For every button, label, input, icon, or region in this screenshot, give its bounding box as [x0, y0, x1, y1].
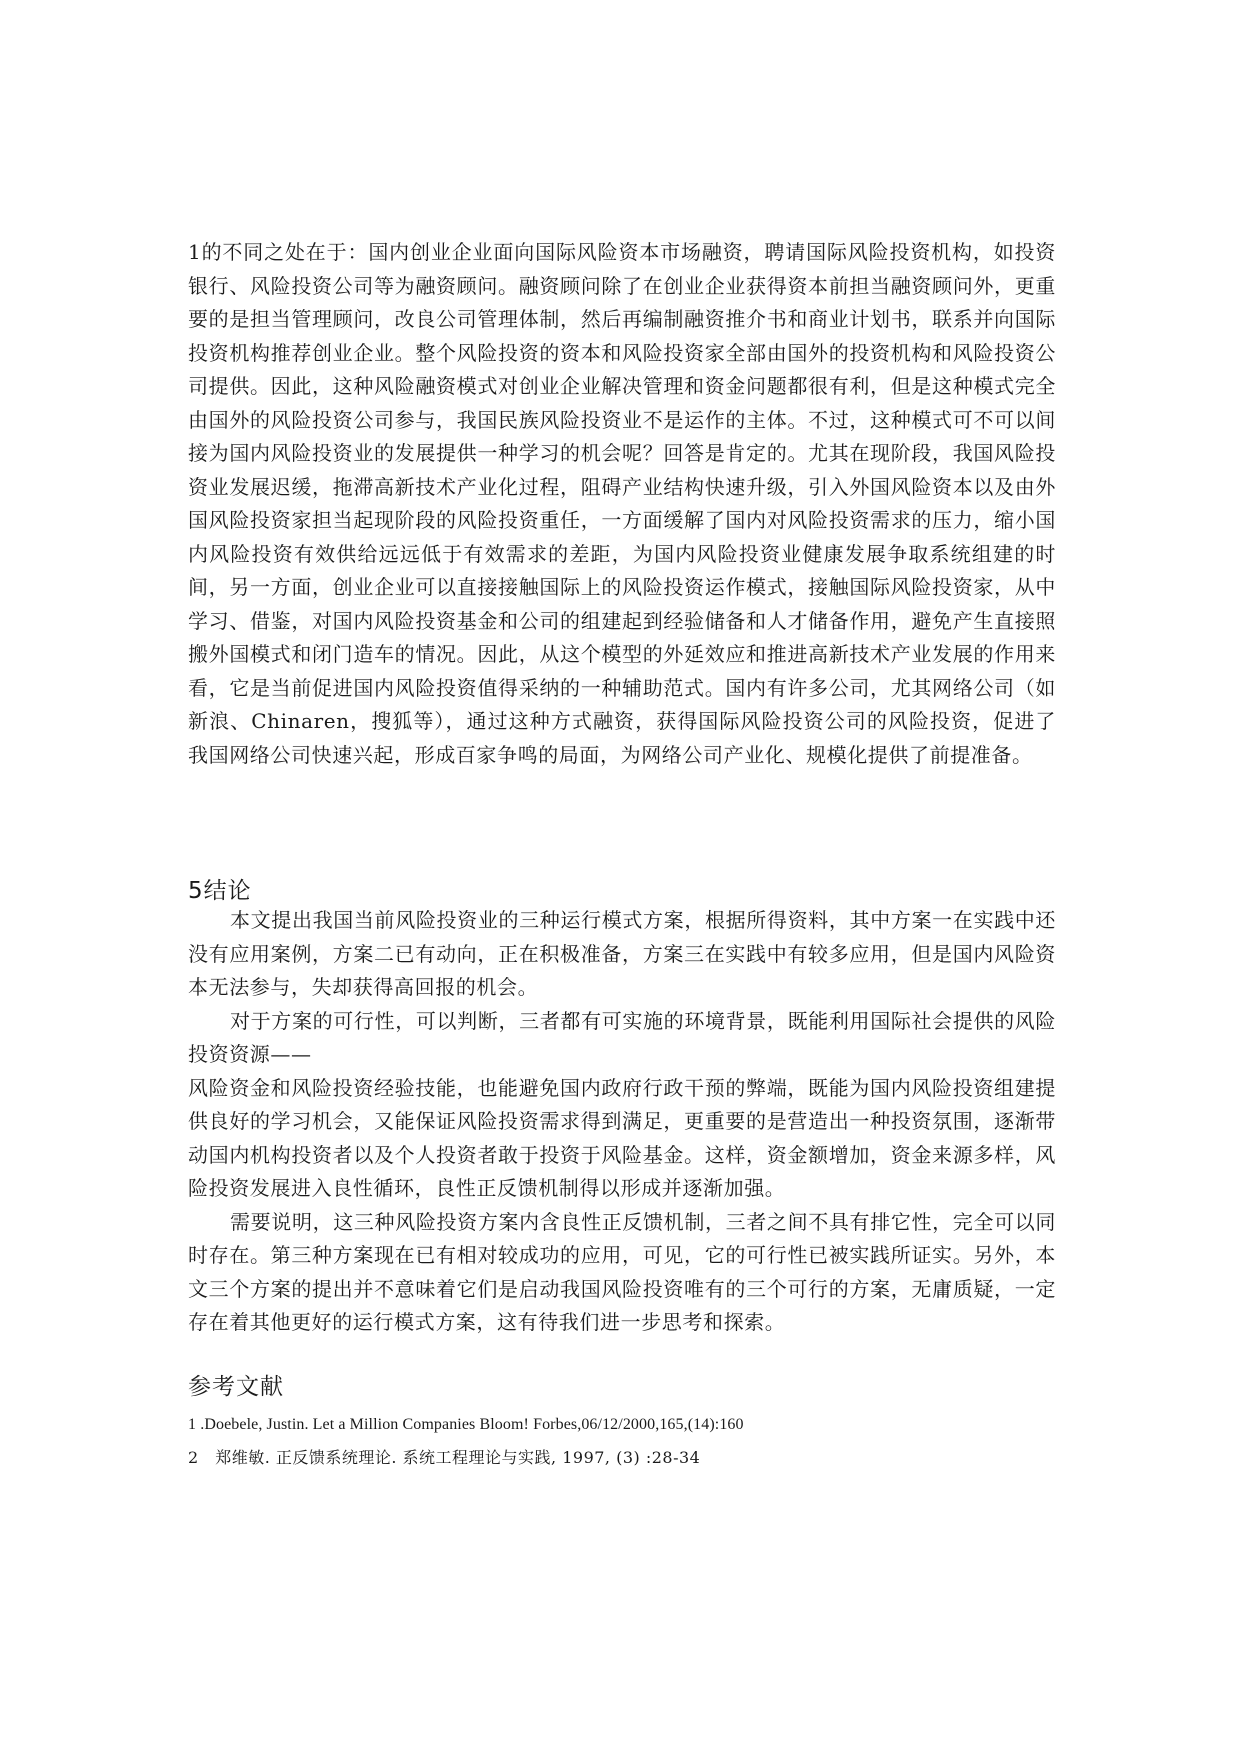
conclusion-paragraph-2b: 风险资金和风险投资经验技能，也能避免国内政府行政干预的弊端，既能为国内风险投资组建提供良好的学习机会，又能保证风险投资需求得到满足，更重要的是营造出一种投资氛围，逐渐带动国内机构投资者以及个人投资者敢于投资于风险基金。这样，资金额增加，资金来源多样，风险投资发展进入良性循环，良性正反馈机制得以形成并逐渐加强。	[188, 1075, 1056, 1200]
conclusion-paragraph-1: 本文提出我国当前风险投资业的三种运行模式方案，根据所得资料，其中方案一在实践中还没有应用案例，方案二已有动向，正在积极准备，方案三在实践中有较多应用，但是国内风险资本无法参与，失却获得高回报的机会。	[188, 908, 1056, 999]
reference-text: Doebele, Justin. Let a Million Companies Bloom! Forbes,06/12/2000,165,(14):160	[204, 1416, 744, 1433]
body-paragraph: 1的不同之处在于：国内创业企业面向国际风险资本市场融资，聘请国际风险投资机构，如投资银行、风险投资公司等为融资顾问。融资顾问除了在创业企业获得资本前担当融资顾问外，更重要的是担当管理顾问，改良公司管理体制，然后再编制融资推介书和商业计划书，联系并向国际投资机构推荐创业企业。整个风险投资的资本和风险投资家全部由国外的投资机构和风险投资公司提供。因此，这种风险融资模式对创业企业解决管理和资金问题都很有利，但是这种模式完全由国外的风险投资公司参与，我国民族风险投资业不是运作的主体。不过，这种模式可不可以间接为国内风险投资业的发展提供一种学习的机会呢？回答是肯定的。尤其在现阶段，我国风险投资业发展迟缓，拖滞高新技术产业化过程，阻碍产业结构快速升级，引入外国风险资本以及由外国风险投资家担当起现阶段的风险投资重任，一方面缓解了国内对风险投资需求的压力，缩小国内风险投资有效供给远远低于有效需求的差距，为国内风险投资业健康发展争取系统组建的时间，另一方面，创业企业可以直接接触国际上的风险投资运作模式，接触国际风险投资家，从中学习、借鉴，对国内风险投资基金和公司的组建起到经验储备和人才储备作用，避免产生直接照搬外国模式和闭门造车的情况。因此，从这个模型的外延效应和推进高新技术产业发展的作用来看，它是当前促进国内风险投资值得采纳的一种辅助范式。国内有许多公司，尤其网络公司（如新浪、Chinaren，搜狐等），通过这种方式融资，获得国际风险投资公司的风险投资，促进了我国网络公司快速兴起，形成百家争鸣的局面，为网络公司产业化、规模化提供了前提准备。	[188, 240, 1056, 767]
conclusion-paragraph-2a: 对于方案的可行性，可以判断，三者都有可实施的环境背景，既能利用国际社会提供的风险投资资源——	[188, 1008, 1056, 1066]
reference-item-2	[188, 1441, 1068, 1474]
body-section	[188, 236, 1056, 772]
references-list	[188, 1408, 1068, 1474]
reference-number: 2	[188, 1448, 216, 1467]
reference-item-1	[188, 1408, 1068, 1441]
references-heading: 参考文献	[188, 1374, 284, 1400]
conclusion-heading: 5结论	[188, 878, 252, 904]
conclusion-paragraph-3: 需要说明，这三种风险投资方案内含良性正反馈机制，三者之间不具有排它性，完全可以同时存在。第三种方案现在已有相对较成功的应用，可见，它的可行性已被实践所证实。另外，本文三个方案的提出并不意味着它们是启动我国风险投资唯有的三个可行的方案，无庸质疑，一定存在着其他更好的运行模式方案，这有待我们进一步思考和探索。	[188, 1209, 1056, 1334]
conclusion-section	[188, 904, 1056, 1340]
reference-number: 1 .	[188, 1416, 205, 1433]
reference-text: 郑维敏. 正反馈系统理论. 系统工程理论与实践, 1997, (3) :28-34	[215, 1448, 701, 1467]
